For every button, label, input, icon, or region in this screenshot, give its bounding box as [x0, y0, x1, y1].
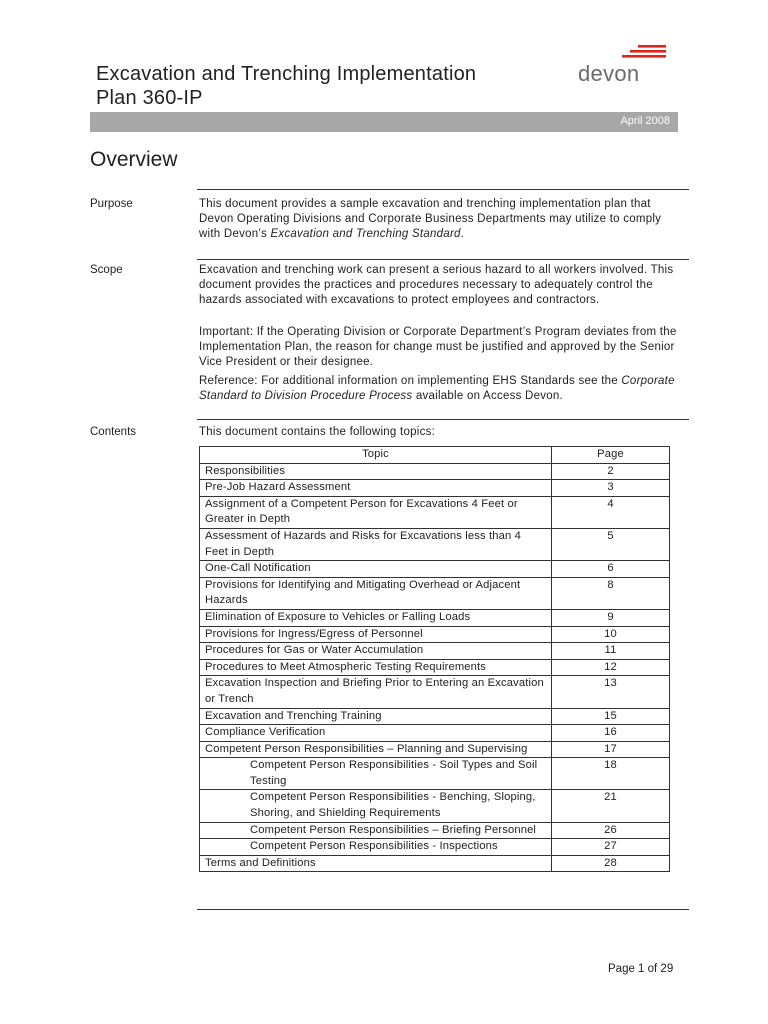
bottom-divider	[197, 909, 689, 910]
table-row	[200, 758, 670, 790]
table-header-row	[200, 447, 670, 464]
reference-label: Reference:	[199, 375, 258, 387]
document-date: April 2008	[620, 115, 670, 127]
important-text: If the Operating Division or Corporate Department’s Program deviates from the Implementation Plan, the reason for change must be justified and approved by the Senior Vice President or their designee.	[199, 326, 677, 368]
page-cell: 8	[552, 577, 670, 609]
title-line-2: Plan 360-IP	[96, 87, 203, 109]
topic-cell: Procedures for Gas or Water Accumulation	[200, 643, 552, 660]
contents-label: Contents	[90, 426, 137, 438]
topic-cell: Responsibilities	[200, 463, 552, 480]
scope-paragraph: Excavation and trenching work can present a serious hazard to all workers involved. This document provides the practices and procedures necessary to adequately control the hazards associated with excavations to protect employees and contractors.	[199, 264, 674, 306]
topic-cell: Competent Person Responsibilities - Soil Types and Soil Testing	[200, 758, 552, 790]
title-line-1: Excavation and Trenching Implementation	[96, 63, 477, 85]
topic-cell: Provisions for Identifying and Mitigating Overhead or Adjacent Hazards	[200, 577, 552, 609]
table-row	[200, 822, 670, 839]
page-cell: 3	[552, 480, 670, 497]
purpose-text-main: This document provides a sample excavation and trenching implementation plan that Devon Operating Divisions and Corporate Business Departments may utilize to comply with Devon’s	[199, 198, 662, 240]
document-title	[96, 62, 476, 110]
page-cell: 21	[552, 790, 670, 822]
scope-divider	[197, 259, 689, 260]
contents-table	[199, 446, 670, 872]
table-row	[200, 480, 670, 497]
table-row	[200, 463, 670, 480]
logo-stripes-icon	[578, 44, 668, 62]
page-cell: 27	[552, 839, 670, 856]
table-row	[200, 643, 670, 660]
table-row	[200, 561, 670, 578]
reference-text: For additional information on implementing EHS Standards see the	[257, 375, 622, 387]
page-cell: 16	[552, 725, 670, 742]
topic-cell: Competent Person Responsibilities - Benching, Sloping, Shoring, and Shielding Requirements	[200, 790, 552, 822]
table-row	[200, 609, 670, 626]
important-label: Important:	[199, 326, 254, 338]
logo-wordmark: devon	[578, 61, 640, 86]
purpose-label: Purpose	[90, 198, 133, 210]
topic-cell: Compliance Verification	[200, 725, 552, 742]
topic-cell: Competent Person Responsibilities – Briefing Personnel	[200, 822, 552, 839]
reference-note	[199, 374, 679, 404]
topic-cell: Assignment of a Competent Person for Excavations 4 Feet or Greater in Depth	[200, 496, 552, 528]
table-row	[200, 725, 670, 742]
contents-divider	[197, 419, 689, 420]
page-cell: 2	[552, 463, 670, 480]
table-row	[200, 676, 670, 708]
contents-intro: This document contains the following topics:	[199, 426, 436, 438]
page-cell: 26	[552, 822, 670, 839]
standard-title: Excavation and Trenching Standard	[270, 228, 461, 240]
purpose-text-end: .	[460, 228, 465, 240]
topic-cell: Competent Person Responsibilities - Inspections	[200, 839, 552, 856]
table-row	[200, 496, 670, 528]
page-cell: 6	[552, 561, 670, 578]
table-row	[200, 528, 670, 560]
topic-cell: Competent Person Responsibilities – Planning and Supervising	[200, 741, 552, 758]
table-row	[200, 626, 670, 643]
topic-cell: Excavation and Trenching Training	[200, 708, 552, 725]
table-row	[200, 659, 670, 676]
page-column-header: Page	[552, 447, 670, 464]
table-row	[200, 708, 670, 725]
topic-cell: Terms and Definitions	[200, 855, 552, 872]
devon-logo	[578, 44, 668, 88]
page-cell: 11	[552, 643, 670, 660]
purpose-text	[199, 197, 679, 242]
page-number: Page 1 of 29	[608, 963, 674, 975]
page-cell: 12	[552, 659, 670, 676]
topic-cell: Pre-Job Hazard Assessment	[200, 480, 552, 497]
topic-cell: Assessment of Hazards and Risks for Excavations less than 4 Feet in Depth	[200, 528, 552, 560]
topic-cell: Excavation Inspection and Briefing Prior to Entering an Excavation or Trench	[200, 676, 552, 708]
page-cell: 4	[552, 496, 670, 528]
table-row	[200, 741, 670, 758]
topic-cell: One-Call Notification	[200, 561, 552, 578]
date-bar	[90, 112, 678, 132]
section-heading: Overview	[90, 148, 178, 171]
table-row	[200, 855, 670, 872]
page-cell: 13	[552, 676, 670, 708]
page-cell: 5	[552, 528, 670, 560]
topic-cell: Elimination of Exposure to Vehicles or Falling Loads	[200, 609, 552, 626]
reference-text-end: available on Access Devon.	[412, 390, 563, 402]
reference-document: Corporate Standard to Division Procedure Process	[199, 375, 675, 402]
topic-cell: Provisions for Ingress/Egress of Personnel	[200, 626, 552, 643]
purpose-divider	[197, 189, 689, 190]
page-cell: 28	[552, 855, 670, 872]
page-cell: 9	[552, 609, 670, 626]
important-note	[199, 325, 679, 370]
topic-cell: Procedures to Meet Atmospheric Testing Requirements	[200, 659, 552, 676]
page-cell: 18	[552, 758, 670, 790]
table-row	[200, 790, 670, 822]
table-row	[200, 839, 670, 856]
contents-table-body	[200, 463, 670, 872]
table-row	[200, 577, 670, 609]
topic-column-header: Topic	[200, 447, 552, 464]
page-cell: 15	[552, 708, 670, 725]
scope-label: Scope	[90, 264, 123, 276]
page-cell: 17	[552, 741, 670, 758]
page-cell: 10	[552, 626, 670, 643]
